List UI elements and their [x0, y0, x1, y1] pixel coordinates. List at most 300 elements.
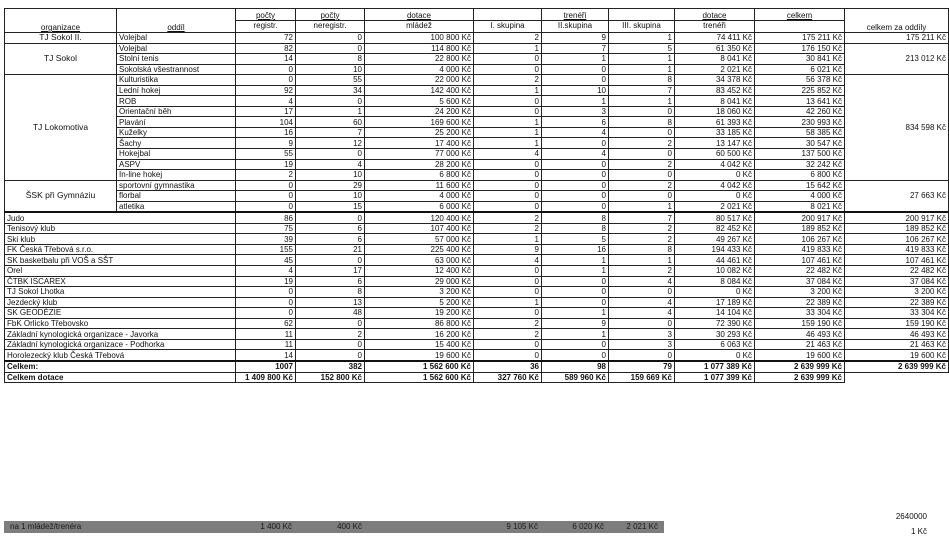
- celkem-cell: 8 021 Kč: [755, 201, 845, 212]
- skupina-2-cell: 0: [542, 339, 609, 350]
- skupina-1-cell: 0: [474, 54, 542, 65]
- dotace-treneri-cell: 2 021 Kč: [675, 64, 755, 75]
- dotace-total-skupina-1: 327 760 Kč: [474, 372, 542, 383]
- skupina-1-cell: 0: [474, 287, 542, 298]
- oddil-cell: Šachy: [117, 138, 236, 149]
- dotace-mladez-cell: 142 400 Kč: [365, 85, 474, 96]
- per-person-row: [4, 521, 928, 533]
- dotace-total-mladez: 1 562 600 Kč: [365, 372, 474, 383]
- total-dotace-mladez: 1 562 600 Kč: [365, 361, 474, 372]
- skupina-2-cell: 0: [542, 75, 609, 86]
- oddil-cell: ROB: [117, 96, 236, 107]
- total-label: Celkem:: [5, 361, 236, 372]
- dotace-treneri-cell: 18 060 Kč: [675, 106, 755, 117]
- header-dotace-mladez: dotace: [365, 9, 474, 21]
- registr-cell: 72: [236, 33, 296, 44]
- neregistr-cell: 17: [296, 266, 365, 277]
- dotace-mladez-cell: 22 000 Kč: [365, 75, 474, 86]
- skupina-1-cell: 0: [474, 170, 542, 181]
- per-person-skupina-3: 2 021 Kč: [626, 522, 658, 531]
- table-row: [5, 149, 949, 160]
- neregistr-cell: 29: [296, 180, 365, 191]
- skupina-3-cell: 0: [609, 106, 675, 117]
- skupina-3-cell: 3: [609, 329, 675, 340]
- dotace-total-skupina-2: 589 960 Kč: [542, 372, 609, 383]
- neregistr-cell: 7: [296, 127, 365, 138]
- skupina-2-cell: 0: [542, 191, 609, 202]
- dotace-treneri-cell: 6 063 Kč: [675, 339, 755, 350]
- oddil-cell: Kuželky: [117, 127, 236, 138]
- per-person-skupina-2: 6 020 Kč: [572, 522, 604, 531]
- neregistr-cell: 6: [296, 276, 365, 287]
- header-pocty-registr: počty: [236, 9, 296, 21]
- registr-cell: 2: [236, 170, 296, 181]
- skupina-3-cell: 4: [609, 297, 675, 308]
- registr-cell: 104: [236, 117, 296, 128]
- celkem-za-oddily-cell: 22 389 Kč: [845, 297, 949, 308]
- celkem-cell: 106 267 Kč: [755, 234, 845, 245]
- org-cell: TJ Sokol II.: [5, 33, 117, 44]
- skupina-3-cell: 0: [609, 191, 675, 202]
- skupina-3-cell: 8: [609, 244, 675, 255]
- table-row: [5, 127, 949, 138]
- celkem-cell: 30 841 Kč: [755, 54, 845, 65]
- header-treneri: trenéři: [542, 9, 609, 21]
- skupina-3-cell: 2: [609, 234, 675, 245]
- table-row: [5, 138, 949, 149]
- celkem-cell: 13 641 Kč: [755, 96, 845, 107]
- dotace-mladez-cell: 63 000 Kč: [365, 255, 474, 266]
- skupina-2-cell: 5: [542, 234, 609, 245]
- total-celkem-za-oddily: 2 639 999 Kč: [845, 361, 949, 372]
- subsidy-table: [4, 8, 949, 383]
- registr-cell: 19: [236, 159, 296, 170]
- dotace-mladez-cell: 15 400 Kč: [365, 339, 474, 350]
- org-cell: TJ Sokol: [5, 43, 117, 75]
- skupina-1-cell: 0: [474, 276, 542, 287]
- skupina-1-cell: 0: [474, 266, 542, 277]
- table-row: [5, 54, 949, 65]
- header-blank: [474, 9, 542, 21]
- neregistr-cell: 2: [296, 329, 365, 340]
- skupina-2-cell: 6: [542, 117, 609, 128]
- dotace-mladez-cell: 120 400 Kč: [365, 212, 474, 223]
- skupina-2-cell: 1: [542, 255, 609, 266]
- header-neregistr-sub: neregistr.: [296, 21, 365, 33]
- skupina-1-cell: 0: [474, 350, 542, 361]
- oddil-cell: Volejbal: [117, 33, 236, 44]
- skupina-3-cell: 0: [609, 350, 675, 361]
- dotace-treneri-cell: 8 084 Kč: [675, 276, 755, 287]
- skupina-3-cell: 4: [609, 276, 675, 287]
- neregistr-cell: 0: [296, 339, 365, 350]
- total-neregistr: 382: [296, 361, 365, 372]
- celkem-za-oddily-cell: 21 463 Kč: [845, 339, 949, 350]
- celkem-cell: 6 800 Kč: [755, 170, 845, 181]
- table-row: [5, 180, 949, 191]
- celkem-za-oddily-cell: 834 598 Kč: [845, 75, 949, 180]
- dotace-mladez-cell: 12 400 Kč: [365, 266, 474, 277]
- oddil-cell: Plavání: [117, 117, 236, 128]
- dotace-treneri-cell: 0 Kč: [675, 287, 755, 298]
- registr-cell: 45: [236, 255, 296, 266]
- dotace-treneri-cell: 194 433 Kč: [675, 244, 755, 255]
- neregistr-cell: 10: [296, 170, 365, 181]
- skupina-1-cell: 0: [474, 106, 542, 117]
- registr-cell: 39: [236, 234, 296, 245]
- skupina-3-cell: 8: [609, 75, 675, 86]
- dotace-treneri-cell: 49 267 Kč: [675, 234, 755, 245]
- skupina-3-cell: 2: [609, 266, 675, 277]
- total-dotace-treneri: 1 077 389 Kč: [675, 361, 755, 372]
- skupina-1-cell: 0: [474, 308, 542, 319]
- dotace-mladez-cell: 5 600 Kč: [365, 96, 474, 107]
- neregistr-cell: 0: [296, 149, 365, 160]
- registr-cell: 9: [236, 138, 296, 149]
- skupina-2-cell: 7: [542, 43, 609, 54]
- dotace-mladez-cell: 24 200 Kč: [365, 106, 474, 117]
- neregistr-cell: 4: [296, 159, 365, 170]
- org-cell: Základní kynologická organizace - Javorka: [5, 329, 236, 340]
- dotace-treneri-cell: 8 041 Kč: [675, 96, 755, 107]
- table-row: [5, 191, 949, 202]
- registr-cell: 82: [236, 43, 296, 54]
- table-row: [5, 297, 949, 308]
- celkem-za-oddily-cell: 106 267 Kč: [845, 234, 949, 245]
- neregistr-cell: 48: [296, 308, 365, 319]
- skupina-3-cell: 5: [609, 43, 675, 54]
- registr-cell: 14: [236, 54, 296, 65]
- celkem-cell: 107 461 Kč: [755, 255, 845, 266]
- skupina-2-cell: 0: [542, 276, 609, 287]
- skupina-1-cell: 9: [474, 244, 542, 255]
- registr-cell: 0: [236, 191, 296, 202]
- table-row: [5, 106, 949, 117]
- oddil-cell: Stolní tenis: [117, 54, 236, 65]
- celkem-cell: 137 500 Kč: [755, 149, 845, 160]
- dotace-mladez-cell: 100 800 Kč: [365, 33, 474, 44]
- dotace-mladez-cell: 107 400 Kč: [365, 223, 474, 234]
- celkem-za-oddily-cell: 33 304 Kč: [845, 308, 949, 319]
- org-cell: Judo: [5, 212, 236, 223]
- table-row: [5, 212, 949, 223]
- table-row: [5, 85, 949, 96]
- registr-cell: 0: [236, 64, 296, 75]
- celkem-cell: 22 482 Kč: [755, 266, 845, 277]
- celkem-cell: 46 493 Kč: [755, 329, 845, 340]
- neregistr-cell: 0: [296, 96, 365, 107]
- celkem-cell: 15 642 Kč: [755, 180, 845, 191]
- skupina-2-cell: 0: [542, 159, 609, 170]
- grand-total-note: 2640000: [895, 512, 927, 521]
- header-blank-2: [609, 9, 675, 21]
- header-celkem-sub: [755, 21, 845, 33]
- neregistr-cell: 60: [296, 117, 365, 128]
- registr-cell: 4: [236, 266, 296, 277]
- dotace-mladez-cell: 6 800 Kč: [365, 170, 474, 181]
- subsidy-table-sheet: [4, 8, 946, 383]
- dotace-treneri-cell: 0 Kč: [675, 350, 755, 361]
- table-body: [5, 33, 949, 383]
- header-celkem-za-oddily: celkem za oddíly: [845, 9, 949, 33]
- registr-cell: 4: [236, 96, 296, 107]
- celkem-cell: 6 021 Kč: [755, 64, 845, 75]
- neregistr-cell: 55: [296, 75, 365, 86]
- skupina-1-cell: 0: [474, 64, 542, 75]
- celkem-za-oddily-cell: 419 833 Kč: [845, 244, 949, 255]
- dotace-total-registr: 1 409 800 Kč: [236, 372, 296, 383]
- celkem-cell: 58 385 Kč: [755, 127, 845, 138]
- dotace-treneri-cell: 14 104 Kč: [675, 308, 755, 319]
- dotace-mladez-cell: 29 000 Kč: [365, 276, 474, 287]
- skupina-2-cell: 9: [542, 33, 609, 44]
- neregistr-cell: 10: [296, 191, 365, 202]
- dotace-mladez-cell: 225 400 Kč: [365, 244, 474, 255]
- skupina-3-cell: 0: [609, 287, 675, 298]
- celkem-cell: 230 993 Kč: [755, 117, 845, 128]
- registr-cell: 0: [236, 180, 296, 191]
- table-row: [5, 159, 949, 170]
- dotace-mladez-cell: 28 200 Kč: [365, 159, 474, 170]
- skupina-1-cell: 1: [474, 138, 542, 149]
- registr-cell: 155: [236, 244, 296, 255]
- celkem-cell: 56 378 Kč: [755, 75, 845, 86]
- neregistr-cell: 0: [296, 212, 365, 223]
- skupina-2-cell: 0: [542, 297, 609, 308]
- org-cell: Jezdecký klub: [5, 297, 236, 308]
- oddil-cell: Orientační běh: [117, 106, 236, 117]
- table-row: [5, 350, 949, 361]
- celkem-cell: 33 304 Kč: [755, 308, 845, 319]
- registr-cell: 62: [236, 318, 296, 329]
- total-registr: 1007: [236, 361, 296, 372]
- neregistr-cell: 10: [296, 64, 365, 75]
- skupina-1-cell: 0: [474, 96, 542, 107]
- table-row: [5, 201, 949, 212]
- dotace-total-treneri: 1 077 399 Kč: [675, 372, 755, 383]
- oddil-cell: Kulturistika: [117, 75, 236, 86]
- registr-cell: 0: [236, 308, 296, 319]
- dotace-mladez-cell: 114 800 Kč: [365, 43, 474, 54]
- skupina-2-cell: 10: [542, 85, 609, 96]
- registr-cell: 11: [236, 329, 296, 340]
- dotace-total-celkem: 2 639 999 Kč: [755, 372, 845, 383]
- table-row: [5, 287, 949, 298]
- table-row: [5, 318, 949, 329]
- header-celkem: celkem: [755, 9, 845, 21]
- celkem-cell: 200 917 Kč: [755, 212, 845, 223]
- neregistr-cell: 0: [296, 350, 365, 361]
- celkem-za-oddily-cell: 159 190 Kč: [845, 318, 949, 329]
- header-treneri-sub: trenéři: [675, 21, 755, 33]
- header-pocty-neregistr: počty: [296, 9, 365, 21]
- celkem-cell: 19 600 Kč: [755, 350, 845, 361]
- skupina-1-cell: 1: [474, 297, 542, 308]
- skupina-1-cell: 2: [474, 318, 542, 329]
- skupina-1-cell: 0: [474, 180, 542, 191]
- celkem-cell: 419 833 Kč: [755, 244, 845, 255]
- celkem-za-oddily-cell: 213 012 Kč: [845, 43, 949, 75]
- dotace-treneri-cell: 8 041 Kč: [675, 54, 755, 65]
- celkem-za-oddily-cell: 22 482 Kč: [845, 266, 949, 277]
- table-row: [5, 33, 949, 44]
- dotace-mladez-cell: 16 200 Kč: [365, 329, 474, 340]
- skupina-3-cell: 1: [609, 201, 675, 212]
- neregistr-cell: 0: [296, 318, 365, 329]
- org-cell: FbK Orlicko Třebovsko: [5, 318, 236, 329]
- celkem-cell: 32 242 Kč: [755, 159, 845, 170]
- dotace-mladez-cell: 6 000 Kč: [365, 201, 474, 212]
- dotace-mladez-cell: 22 800 Kč: [365, 54, 474, 65]
- skupina-2-cell: 8: [542, 212, 609, 223]
- dotace-mladez-cell: 17 400 Kč: [365, 138, 474, 149]
- skupina-2-cell: 1: [542, 266, 609, 277]
- skupina-3-cell: 7: [609, 85, 675, 96]
- celkem-za-oddily-cell: 3 200 Kč: [845, 287, 949, 298]
- skupina-1-cell: 0: [474, 159, 542, 170]
- dotace-treneri-cell: 80 517 Kč: [675, 212, 755, 223]
- skupina-2-cell: 4: [542, 149, 609, 160]
- empty-cell: [845, 372, 949, 383]
- skupina-3-cell: 7: [609, 212, 675, 223]
- celkem-za-oddily-cell: 175 211 Kč: [845, 33, 949, 44]
- dotace-treneri-cell: 34 378 Kč: [675, 75, 755, 86]
- dotace-treneri-cell: 4 042 Kč: [675, 159, 755, 170]
- registr-cell: 14: [236, 350, 296, 361]
- dotace-total-skupina-3: 159 669 Kč: [609, 372, 675, 383]
- neregistr-cell: 34: [296, 85, 365, 96]
- total-celkem: 2 639 999 Kč: [755, 361, 845, 372]
- skupina-3-cell: 2: [609, 180, 675, 191]
- celkem-cell: 159 190 Kč: [755, 318, 845, 329]
- per-person-skupina-1: 9 105 Kč: [506, 522, 538, 531]
- skupina-3-cell: 1: [609, 255, 675, 266]
- skupina-1-cell: 1: [474, 234, 542, 245]
- skupina-3-cell: 8: [609, 117, 675, 128]
- table-header: [5, 9, 949, 33]
- skupina-1-cell: 2: [474, 223, 542, 234]
- celkem-cell: 225 852 Kč: [755, 85, 845, 96]
- dotace-total-label: Celkem dotace: [5, 372, 236, 383]
- celkem-cell: 189 852 Kč: [755, 223, 845, 234]
- oddil-cell: atletika: [117, 201, 236, 212]
- celkem-cell: 175 211 Kč: [755, 33, 845, 44]
- skupina-3-cell: 1: [609, 54, 675, 65]
- oddil-cell: In-line hokej: [117, 170, 236, 181]
- table-row: [5, 170, 949, 181]
- dotace-mladez-cell: 11 600 Kč: [365, 180, 474, 191]
- neregistr-cell: 0: [296, 33, 365, 44]
- org-cell: Ski klub: [5, 234, 236, 245]
- table-row: [5, 308, 949, 319]
- celkem-za-oddily-cell: 189 852 Kč: [845, 223, 949, 234]
- org-cell: Tenisový klub: [5, 223, 236, 234]
- skupina-1-cell: 1: [474, 85, 542, 96]
- dotace-mladez-cell: 19 600 Kč: [365, 350, 474, 361]
- dotace-treneri-cell: 74 411 Kč: [675, 33, 755, 44]
- skupina-1-cell: 0: [474, 201, 542, 212]
- skupina-2-cell: 9: [542, 318, 609, 329]
- dotace-treneri-cell: 61 393 Kč: [675, 117, 755, 128]
- skupina-1-cell: 2: [474, 212, 542, 223]
- registr-cell: 0: [236, 287, 296, 298]
- skupina-2-cell: 1: [542, 54, 609, 65]
- org-cell: Orel: [5, 266, 236, 277]
- skupina-2-cell: 0: [542, 64, 609, 75]
- skupina-3-cell: 0: [609, 170, 675, 181]
- table-row: [5, 244, 949, 255]
- neregistr-cell: 8: [296, 54, 365, 65]
- dotace-total-neregistr: 152 800 Kč: [296, 372, 365, 383]
- registr-cell: 16: [236, 127, 296, 138]
- skupina-2-cell: 0: [542, 350, 609, 361]
- table-row: [5, 339, 949, 350]
- neregistr-cell: 1: [296, 106, 365, 117]
- dotace-total-row: [5, 372, 949, 383]
- org-cell: TJ Sokol Lhotka: [5, 287, 236, 298]
- dotace-treneri-cell: 13 147 Kč: [675, 138, 755, 149]
- table-row: [5, 255, 949, 266]
- skupina-2-cell: 1: [542, 308, 609, 319]
- per-person-neregistr: 400 Kč: [337, 522, 362, 531]
- skupina-2-cell: 1: [542, 329, 609, 340]
- celkem-za-oddily-cell: 37 084 Kč: [845, 276, 949, 287]
- dotace-mladez-cell: 57 000 Kč: [365, 234, 474, 245]
- dotace-treneri-cell: 0 Kč: [675, 170, 755, 181]
- table-row: [5, 64, 949, 75]
- oddil-cell: sportovní gymnastika: [117, 180, 236, 191]
- neregistr-cell: 0: [296, 255, 365, 266]
- org-cell: SK basketbalu při VOŠ a SŠT: [5, 255, 236, 266]
- org-cell: Základní kynologická organizace - Podhorka: [5, 339, 236, 350]
- dotace-treneri-cell: 44 461 Kč: [675, 255, 755, 266]
- oddil-cell: Lední hokej: [117, 85, 236, 96]
- neregistr-cell: 8: [296, 287, 365, 298]
- celkem-cell: 42 260 Kč: [755, 106, 845, 117]
- header-mladez-sub: mládež: [365, 21, 474, 33]
- celkem-cell: 176 150 Kč: [755, 43, 845, 54]
- registr-cell: 0: [236, 201, 296, 212]
- celkem-cell: 30 547 Kč: [755, 138, 845, 149]
- celkem-za-oddily-cell: 107 461 Kč: [845, 255, 949, 266]
- skupina-3-cell: 1: [609, 64, 675, 75]
- skupina-2-cell: 0: [542, 180, 609, 191]
- dotace-treneri-cell: 33 185 Kč: [675, 127, 755, 138]
- total-row: [5, 361, 949, 372]
- dotace-treneri-cell: 83 452 Kč: [675, 85, 755, 96]
- dotace-treneri-cell: 0 Kč: [675, 191, 755, 202]
- dotace-treneri-cell: 30 293 Kč: [675, 329, 755, 340]
- skupina-3-cell: 0: [609, 149, 675, 160]
- celkem-za-oddily-cell: 19 600 Kč: [845, 350, 949, 361]
- table-row: [5, 75, 949, 86]
- dotace-mladez-cell: 4 000 Kč: [365, 64, 474, 75]
- skupina-2-cell: 16: [542, 244, 609, 255]
- table-row: [5, 266, 949, 277]
- skupina-2-cell: 4: [542, 127, 609, 138]
- skupina-3-cell: 2: [609, 138, 675, 149]
- dotace-treneri-cell: 2 021 Kč: [675, 201, 755, 212]
- neregistr-cell: 15: [296, 201, 365, 212]
- oddil-cell: Sokolská všestrannost: [117, 64, 236, 75]
- registr-cell: 11: [236, 339, 296, 350]
- registr-cell: 0: [236, 297, 296, 308]
- skupina-1-cell: 2: [474, 75, 542, 86]
- header-skupina-2: II.skupina: [542, 21, 609, 33]
- table-row: [5, 276, 949, 287]
- celkem-za-oddily-cell: 200 917 Kč: [845, 212, 949, 223]
- skupina-3-cell: 2: [609, 223, 675, 234]
